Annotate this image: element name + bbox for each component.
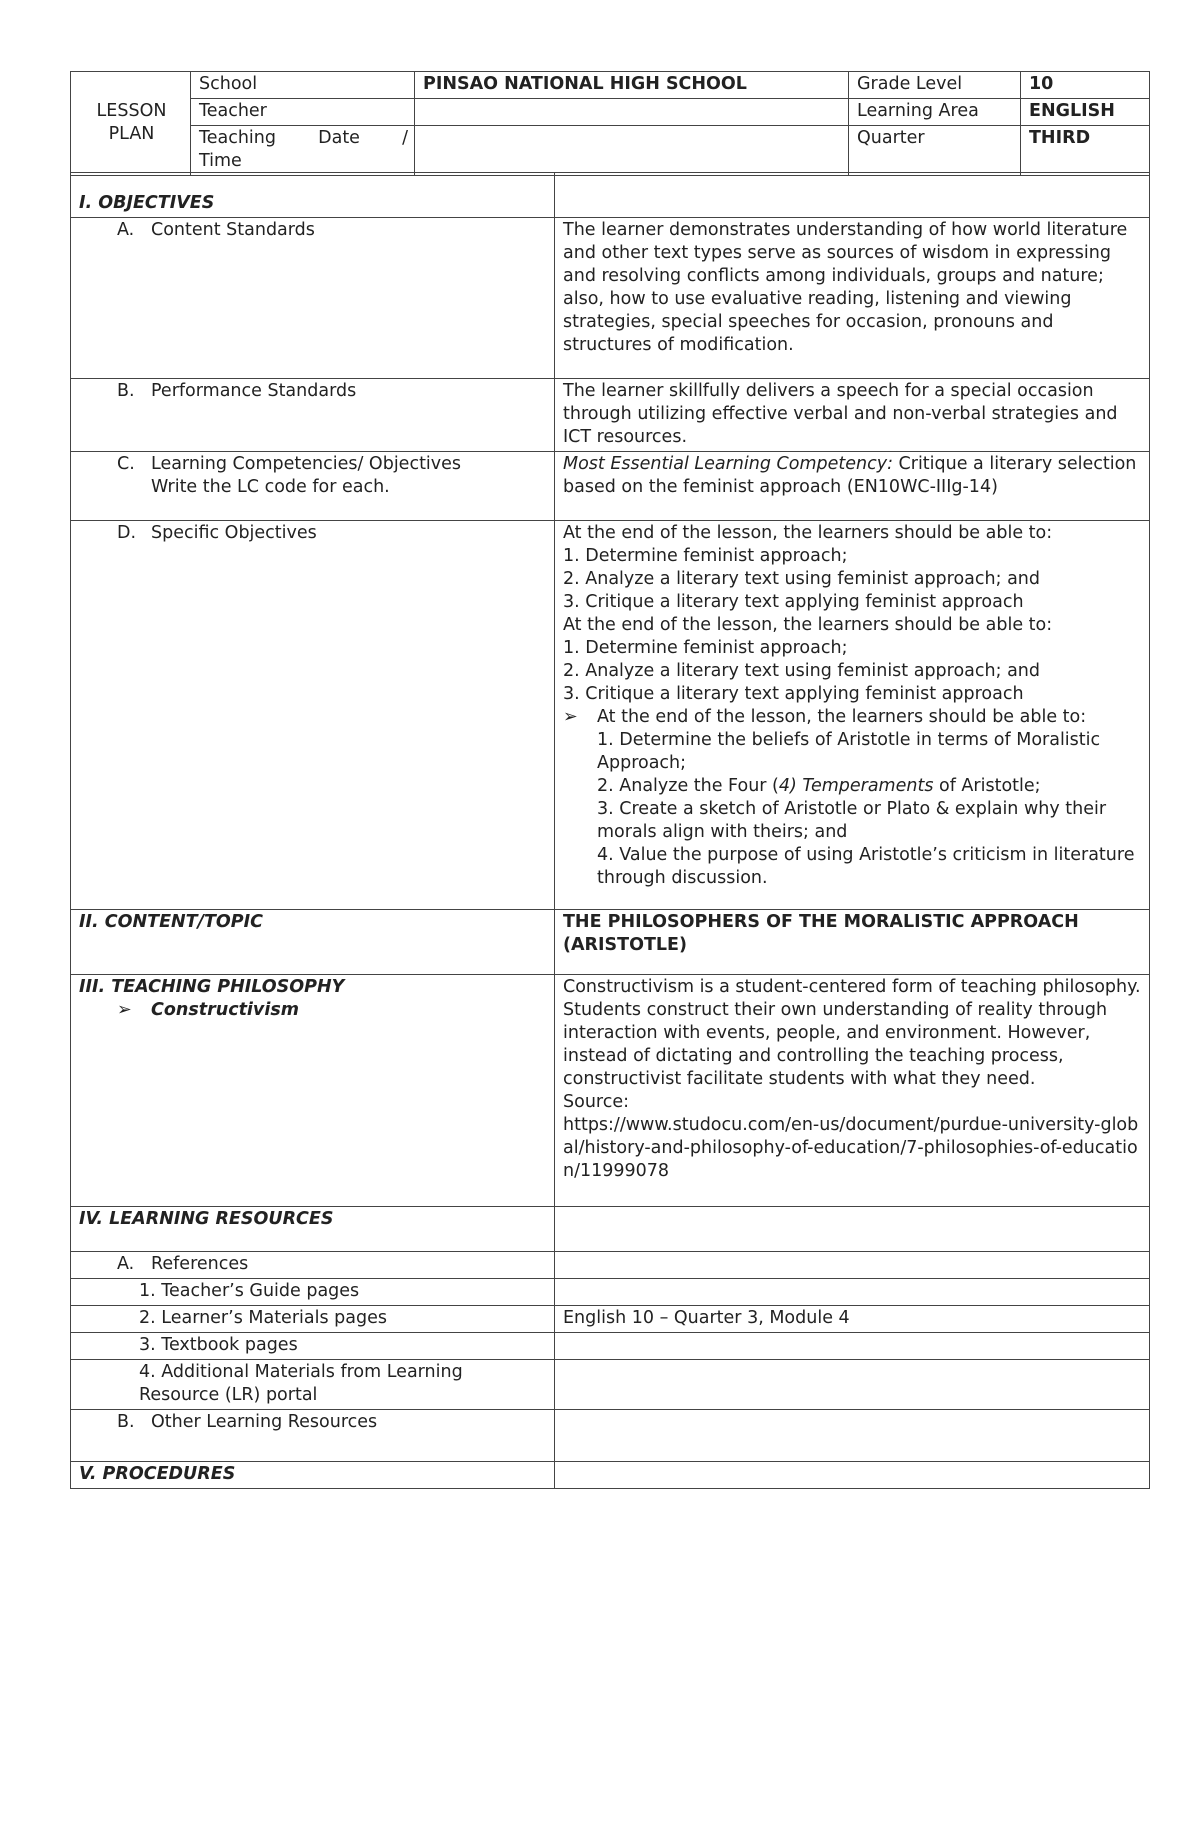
learning-area-label: Learning Area — [849, 99, 1021, 126]
competencies-letter: C. — [117, 454, 135, 474]
teachers-guide-label: 1. Teacher’s Guide pages — [71, 1279, 555, 1306]
performance-standards-cell — [71, 379, 555, 452]
specific-bullet-intro: At the end of the lesson, the learners should be able to: — [597, 707, 1087, 727]
performance-standards-label: Performance Standards — [151, 381, 357, 401]
melc-label: Most Essential Learning Competency: — [563, 454, 893, 474]
teaching-word: Teaching — [199, 128, 276, 148]
grade-level-value: 10 — [1021, 72, 1150, 99]
competencies-cell — [71, 452, 555, 521]
content-topic-value: THE PHILOSOPHERS OF THE MORALISTIC APPROACH (ARISTOTLE) — [555, 910, 1150, 975]
slash-char: / — [402, 128, 408, 148]
teaching-philosophy-cell — [71, 975, 555, 1207]
specific-intro-1: At the end of the lesson, the learners should be able to: — [563, 523, 1053, 543]
teachers-guide-value — [555, 1279, 1150, 1306]
content-topic-heading: II. CONTENT/TOPIC — [71, 910, 555, 975]
other-resources-letter: B. — [117, 1412, 135, 1432]
teaching-date-value — [415, 126, 849, 176]
references-letter: A. — [117, 1254, 135, 1274]
lesson-plan-header-table — [70, 71, 1150, 176]
specific-objectives-cell — [71, 521, 555, 910]
references-label: References — [151, 1254, 249, 1274]
specific-objectives-letter: D. — [117, 523, 137, 543]
time-word: Time — [199, 151, 242, 171]
specific-bullet-item — [563, 706, 1143, 729]
specific-item-2b: 2. Analyze a literary text using feminist approach; and — [563, 661, 1040, 681]
textbook-label: 3. Textbook pages — [71, 1333, 555, 1360]
additional-materials-value — [555, 1360, 1150, 1410]
competencies-text-cell — [555, 452, 1150, 521]
teaching-philosophy-item: ➢ Constructivism — [117, 1000, 299, 1020]
competencies-label: Learning Competencies/ Objectives — [151, 454, 462, 474]
learners-materials-label: 2. Learner’s Materials pages — [71, 1306, 555, 1333]
textbook-value — [555, 1333, 1150, 1360]
lesson-plan-body-table — [70, 172, 1150, 1489]
specific-b2: 2. Analyze the Four (4) Temperaments of Aristotle; — [597, 776, 1041, 796]
teaching-date-label — [191, 126, 415, 176]
specific-b3: 3. Create a sketch of Aristotle or Plato & explain why their morals align with theirs; and — [597, 799, 1107, 842]
lesson-plan-title: LESSON PLAN — [71, 72, 191, 176]
learners-materials-value: English 10 – Quarter 3, Module 4 — [555, 1306, 1150, 1333]
teacher-value — [415, 99, 849, 126]
quarter-label: Quarter — [849, 126, 1021, 176]
melc-text: Critique a literary selection based on the feminist approach (EN10WC-IIIg-14) — [563, 454, 1137, 497]
arrow-bullet-icon: ➢ — [117, 1000, 132, 1020]
source-link[interactable]: https://www.studocu.com/en-us/document/purdue-university-global/history-and-philosophy-of-education/7-philosophies-of-education/11999078 — [563, 1115, 1139, 1181]
arrow-bullet-icon: ➢ — [563, 707, 578, 727]
content-standards-text: The learner demonstrates understanding of how world literature and other text types serve as sources of wisdom in expressing and resolving conflicts among individuals, groups and nature; also, how to use evaluative reading, listening and viewing strategies, special speeches for occasion, pronouns and structures of modification. — [555, 218, 1150, 379]
other-resources-value — [555, 1410, 1150, 1462]
content-standards-label: Content Standards — [151, 220, 315, 240]
specific-b1: 1. Determine the beliefs of Aristotle in terms of Moralistic Approach; — [597, 730, 1101, 773]
references-blank — [555, 1252, 1150, 1279]
date-word: Date — [318, 128, 360, 148]
specific-item-1c: 3. Critique a literary text applying feminist approach — [563, 592, 1024, 612]
performance-standards-text: The learner skillfully delivers a speech for a special occasion through utilizing effective verbal and non-verbal strategies and ICT resources. — [555, 379, 1150, 452]
references-cell — [71, 1252, 555, 1279]
teaching-philosophy-text: Constructivism is a student-centered form of teaching philosophy. Students construct their own understanding of reality through interaction with events, people, and environment. However, instead of dictating and controlling the teaching process, constructivist facilitate students with what they need. — [563, 977, 1141, 1089]
additional-materials-label: 4. Additional Materials from Learning Resource (LR) portal — [71, 1360, 555, 1410]
school-value: PINSAO NATIONAL HIGH SCHOOL — [415, 72, 849, 99]
specific-b4: 4. Value the purpose of using Aristotle’s criticism in literature through discussion. — [597, 845, 1135, 888]
specific-objectives-text-cell — [555, 521, 1150, 910]
content-standards-letter: A. — [117, 220, 135, 240]
teaching-philosophy-text-cell — [555, 975, 1150, 1207]
learning-resources-blank — [555, 1207, 1150, 1252]
content-standards-cell — [71, 218, 555, 379]
learning-area-value: ENGLISH — [1021, 99, 1150, 126]
procedures-blank — [555, 1462, 1150, 1489]
competencies-note: Write the LC code for each. — [151, 477, 390, 497]
specific-intro-2: At the end of the lesson, the learners should be able to: — [563, 615, 1053, 635]
specific-objectives-label: Specific Objectives — [151, 523, 317, 543]
specific-item-1b: 2. Analyze a literary text using feminist approach; and — [563, 569, 1040, 589]
objectives-heading: I. OBJECTIVES — [71, 173, 555, 218]
grade-level-label: Grade Level — [849, 72, 1021, 99]
teaching-philosophy-heading: III. TEACHING PHILOSOPHY — [79, 977, 345, 997]
specific-item-2c: 3. Critique a literary text applying feminist approach — [563, 684, 1024, 704]
other-resources-cell — [71, 1410, 555, 1462]
quarter-value: THIRD — [1021, 126, 1150, 176]
learning-resources-heading: IV. LEARNING RESOURCES — [71, 1207, 555, 1252]
other-resources-label: Other Learning Resources — [151, 1412, 378, 1432]
teacher-label: Teacher — [191, 99, 415, 126]
procedures-heading: V. PROCEDURES — [71, 1462, 555, 1489]
school-label: School — [191, 72, 415, 99]
source-label: Source: — [563, 1092, 630, 1112]
performance-standards-letter: B. — [117, 381, 135, 401]
specific-item-1a: 1. Determine feminist approach; — [563, 546, 848, 566]
objectives-heading-blank — [555, 173, 1150, 218]
specific-item-2a: 1. Determine feminist approach; — [563, 638, 848, 658]
